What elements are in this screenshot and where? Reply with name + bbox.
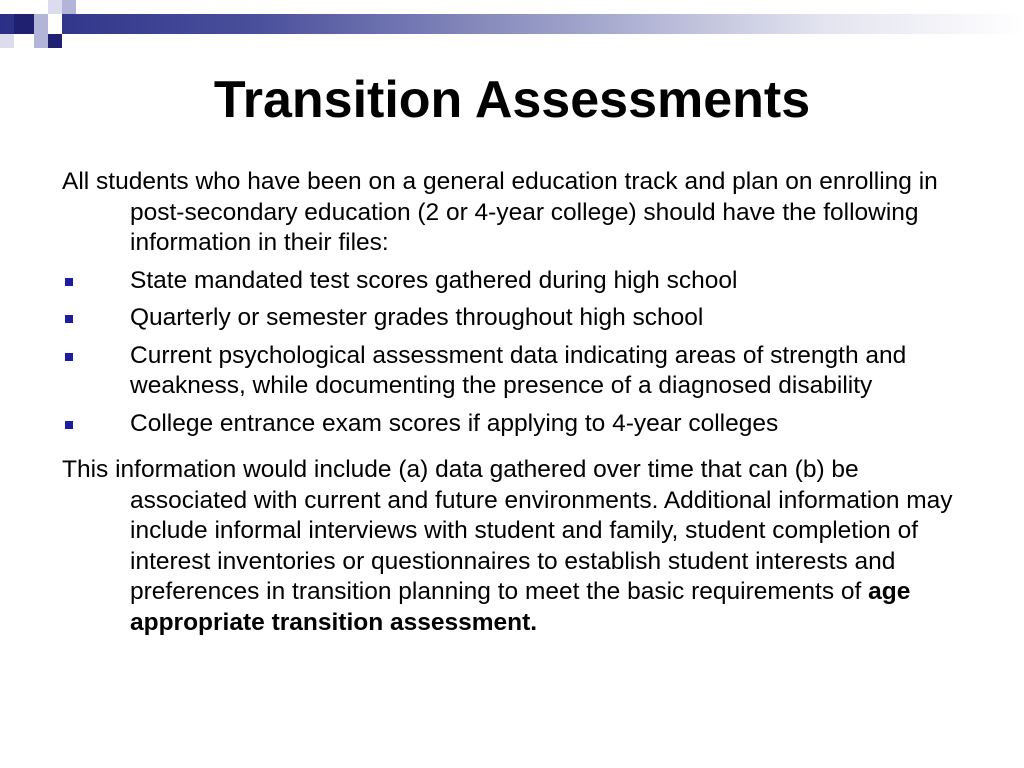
decor-square [0,34,14,48]
decor-square [48,0,62,14]
bullet-text: College entrance exam scores if applying to 4-year colleges [130,409,779,437]
bullet-text: Current psychological assessment data indicating areas of strength and weakness, while documenting the presence of a diagnosed disability [130,341,907,399]
bullet-item [62,409,972,440]
bullet-square-icon [65,315,73,323]
decor-square [34,34,48,48]
bullet-square-icon [65,353,73,361]
bullet-text: State mandated test scores gathered during high school [130,266,738,294]
outro-text: This information would include (a) data gathered over time that can (b) be associated with current and future environments. Additional information may include informal interviews with student and family, student completion of interest inventories or questionnaires to establish student interests and preferences in transition planning to meet the basic requirements of [62,456,953,605]
bullet-square-icon [65,278,73,286]
bullet-item [62,341,972,402]
decor-square [62,0,76,14]
header-band [0,14,1024,34]
decor-square [14,14,34,34]
intro-paragraph: All students who have been on a general education track and plan on enrolling in post-secondary education (2 or 4-year college) should have the following information in their files: [62,168,938,256]
decor-square [48,34,62,48]
outro-paragraph [62,455,972,638]
decor-square [48,14,62,34]
bullet-square-icon [65,421,73,429]
bullet-text: Quarterly or semester grades throughout high school [130,304,704,331]
decor-square [34,14,48,34]
bullet-item [62,266,972,297]
slide-title: Transition Assessments [213,71,811,129]
slide-body [62,167,972,638]
bullet-item [62,303,972,334]
outro-bold-text: age appropriate transition assessment. [130,578,911,636]
